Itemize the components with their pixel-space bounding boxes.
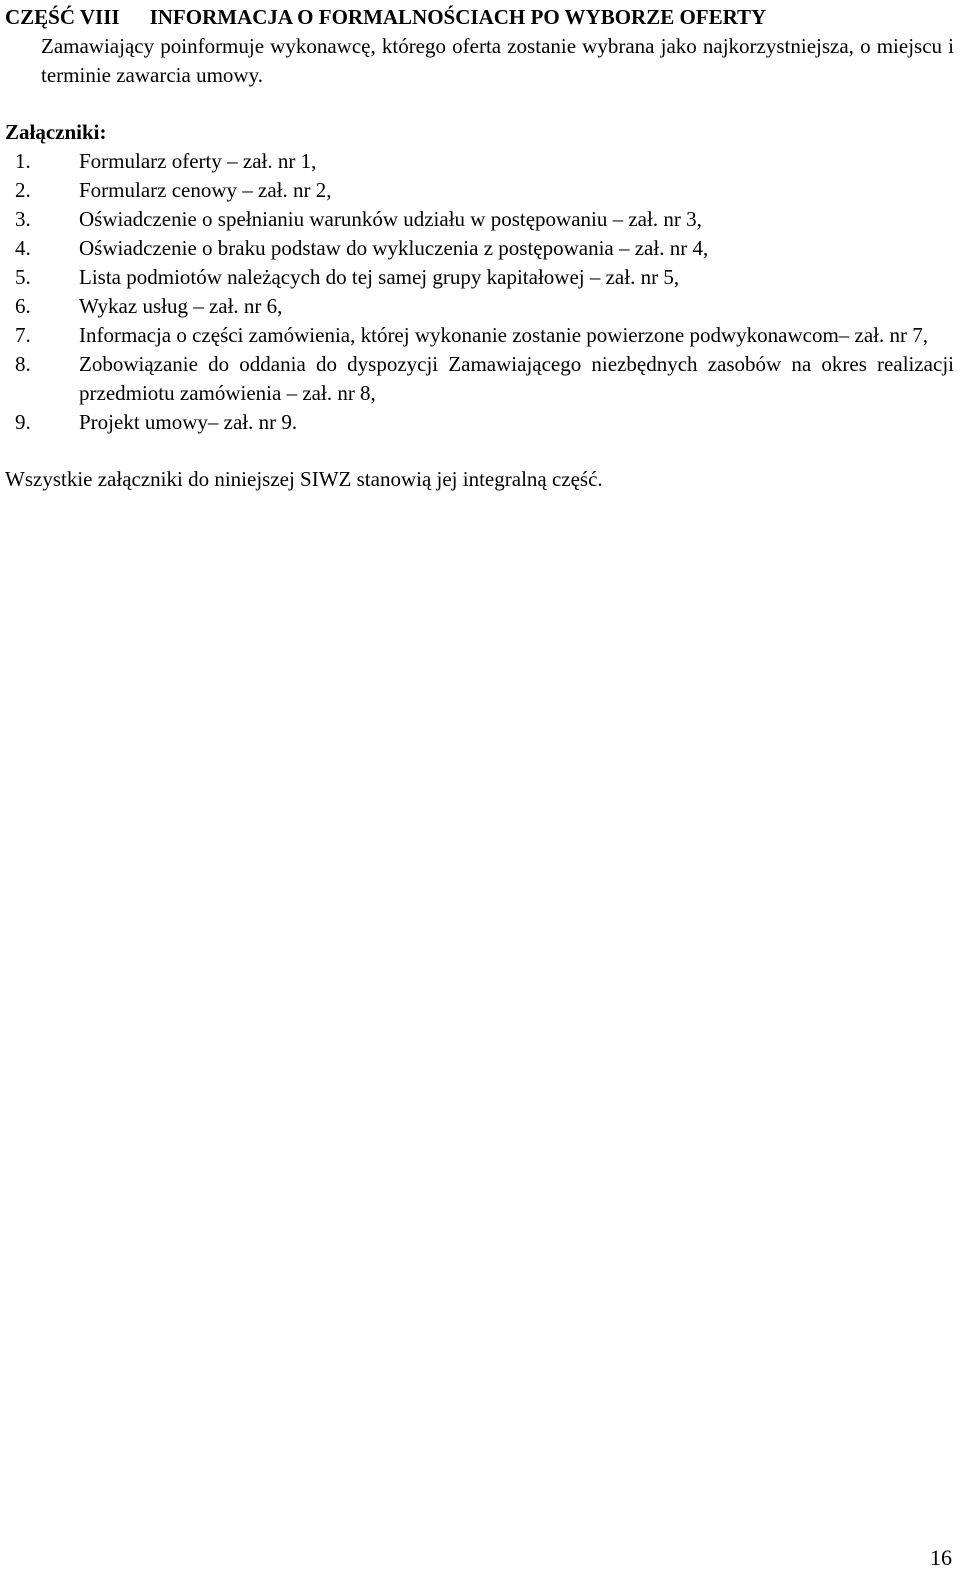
list-item [5,263,954,292]
list-item-text: Formularz cenowy – zał. nr 2, [79,178,332,202]
list-item [5,147,954,176]
list-item-text: Lista podmiotów należących do tej samej grupy kapitałowej – zał. nr 5, [79,265,680,289]
list-item-number: 6. [15,294,31,318]
list-item-number: 1. [15,149,31,173]
page-number: 16 [930,1545,952,1570]
list-item-text: Zobowiązanie do oddania do dyspozycji Zamawiającego niezbędnych zasobów na okres realizacji przedmiotu zamówienia – zał. nr 8, [79,352,954,405]
list-item [5,205,954,234]
document-page [5,3,954,494]
list-item-text: Wykaz usług – zał. nr 6, [79,294,283,318]
list-item [5,350,954,408]
section-heading [5,3,954,32]
list-item-number: 7. [15,323,31,347]
section-title: INFORMACJA O FORMALNOŚCIACH PO WYBORZE OFERTY [149,5,767,29]
list-item [5,408,954,437]
list-item-number: 5. [15,265,31,289]
list-item-text: Projekt umowy– zał. nr 9. [79,410,298,434]
list-item-text: Formularz oferty – zał. nr 1, [79,149,317,173]
list-item [5,292,954,321]
list-item-number: 3. [15,207,31,231]
section-number: CZĘŚĆ VIII [5,5,120,29]
closing-paragraph: Wszystkie załączniki do niniejszej SIWZ stanowią jej integralną część. [5,467,603,491]
list-item-number: 2. [15,178,31,202]
list-item [5,234,954,263]
list-item-text: Oświadczenie o spełnianiu warunków udziału w postępowaniu – zał. nr 3, [79,207,702,231]
list-item-text: Informacja o części zamówienia, której wykonanie zostanie powierzone podwykonawcom– zał. nr 7, [79,323,929,347]
intro-paragraph: Zamawiający poinformuje wykonawcę, którego oferta zostanie wybrana jako najkorzystniejsza, o miejscu i terminie zawarcia umowy. [41,34,954,87]
attachments-list [5,147,954,437]
list-item-text: Oświadczenie o braku podstaw do wykluczenia z postępowania – zał. nr 4, [79,236,709,260]
list-item-number: 9. [15,410,31,434]
attachments-heading: Załączniki: [5,120,107,144]
list-item-number: 8. [15,352,31,376]
list-item [5,176,954,205]
list-item-number: 4. [15,236,31,260]
list-item [5,321,954,350]
